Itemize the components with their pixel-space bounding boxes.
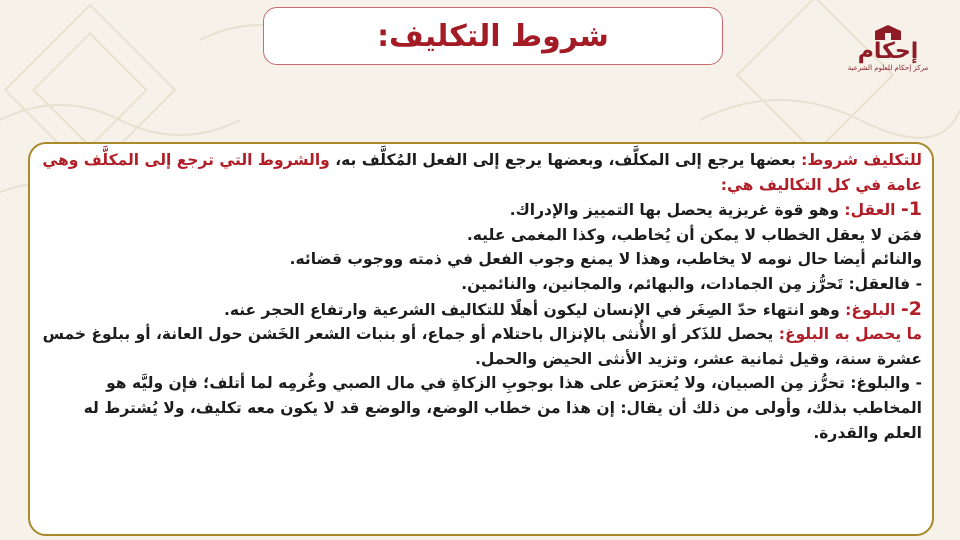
title-box xyxy=(263,7,723,65)
mosque-icon xyxy=(871,24,905,40)
item-2-text: وهو انتهاء حدّ الصِغَر في الإنسان ليكون أهلًا للتكاليف الشرعية وارتفاع الحجر عنه. xyxy=(223,300,846,319)
final-paragraph: - والبلوغ: تحرُّز مِن الصبيان، ولا يُعترَض على هذا بوجوبِ الزكاةِ في مال الصبي وغُرمِه لما أتلف؛ فإن وليَّه هو المخاطب بذلك، وأولى من ذلك أن يقال: إن هذا من خطاب الوضع، والوضع قد لا يكون معه تكليف، ولا يُشترط له العلم والقدرة. xyxy=(83,374,922,442)
intro-b: والشروط التي ترجع إلى المكلَّف وهي عامة في كل التكاليف هي: xyxy=(42,151,922,194)
content-text xyxy=(42,148,922,445)
intro-lead: للتكليف شروط: xyxy=(801,151,922,169)
intro-paragraph xyxy=(42,148,922,197)
logo-subtitle: مركز إحكام للعلوم الشرعية xyxy=(847,64,929,72)
item-2 xyxy=(42,297,922,323)
item-1-number: 1- xyxy=(900,198,922,221)
intro-a: بعضها يرجع إلى المكلَّف، وبعضها يرجع إلى الفعل المُكلَّف به، xyxy=(329,151,802,169)
logo-name: إحكام xyxy=(857,39,919,64)
logo xyxy=(846,24,930,94)
item-1-label: العقل: xyxy=(844,201,901,220)
item-1 xyxy=(42,197,922,223)
item-2-number: 2- xyxy=(900,297,922,320)
item-1-text: وهو قوة غريزية يحصل بها التمييز والإدراك. xyxy=(509,201,845,220)
item-2-label: البلوغ: xyxy=(845,300,901,319)
line-a: فمَن لا يعقل الخطاب لا يمكن أن يُخاطب، وكذا المغمى عليه. xyxy=(466,225,922,244)
puberty-text: يحصل للذَكر أو الأُنثى بالإنزال باحتلام أو جماع، أو بنبات الشعر الخَشن حول العانة، أو ببلوغ خمس عشرة سنة، وقيل ثمانية عشر، وتزيد الأنثى الحيض والحمل. xyxy=(42,325,922,368)
line-c: - فالعقل: تَحرُّز مِن الجمادات، والبهائم، والمجانين، والنائمين. xyxy=(461,274,922,293)
puberty-label: ما يحصل به البلوغ: xyxy=(778,325,922,344)
line-b: والنائم أيضا حال نومه لا يخاطب، وهذا لا يمنع وجوب الفعل في ذمته ووجوب قضائه. xyxy=(289,250,922,269)
puberty-paragraph xyxy=(42,322,922,371)
content-box xyxy=(28,142,934,536)
page-title: شروط التكليف: xyxy=(377,18,609,54)
